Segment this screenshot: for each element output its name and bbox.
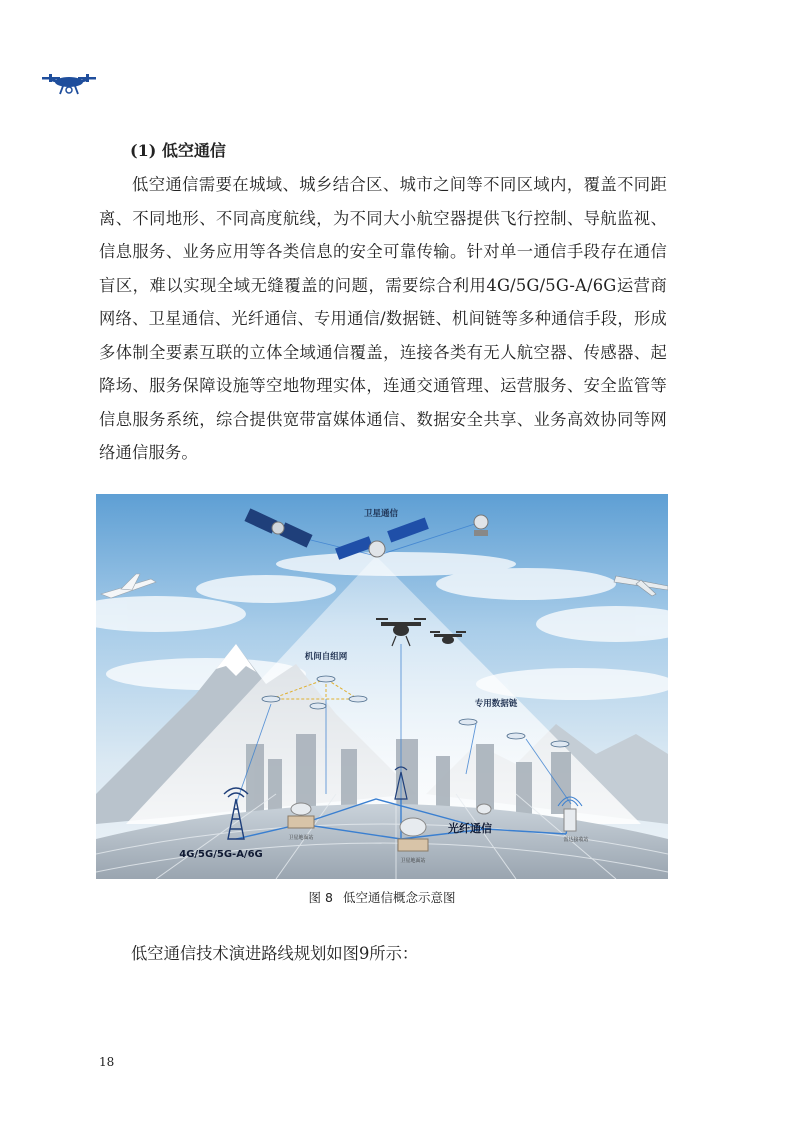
- page-number: 18: [99, 1055, 115, 1069]
- label-ground-station-1: 卫星地面站: [288, 835, 314, 841]
- mesh-drone-3-icon: [349, 696, 367, 702]
- label-datalink: 专用数据链: [474, 699, 518, 709]
- datalink-drone-3-icon: [551, 741, 569, 747]
- label-cellular: 4G/5G/5G-A/6G: [179, 849, 263, 860]
- label-fiber: 光纤通信: [448, 822, 492, 835]
- dish-icon: [477, 804, 491, 814]
- concept-figure: [96, 494, 668, 879]
- mesh-drone-2-icon: [317, 676, 335, 682]
- mesh-drone-4-icon: [310, 703, 326, 709]
- figure-caption-text: 低空通信概念示意图: [342, 890, 456, 905]
- label-mesh: 机间自组网: [304, 652, 348, 662]
- mesh-drone-1-icon: [262, 696, 280, 702]
- section-title: (1) 低空通信: [130, 141, 226, 160]
- label-satellite: 卫星通信: [363, 509, 399, 519]
- satellite-right-icon: [474, 515, 488, 536]
- datalink-drone-1-icon: [459, 719, 477, 725]
- label-radar-station: 雷达接收站: [563, 837, 589, 843]
- figure-caption-number: 图 8: [308, 890, 333, 905]
- closing-paragraph: 低空通信技术演进路线规划如图9所示：: [131, 944, 419, 963]
- drone-logo-icon: [40, 70, 98, 100]
- figure-caption: [96, 888, 668, 906]
- ground-station-1-icon: [288, 803, 314, 828]
- concept-figure-svg: [96, 494, 668, 879]
- datalink-drone-2-icon: [507, 733, 525, 739]
- body-paragraph: 低空通信需要在城域、城乡结合区、城市之间等不同区域内，覆盖不同距离、不同地形、不同高度航线，为不同大小航空器提供飞行控制、导航监视、信息服务、业务应用等各类信息的安全可靠传输。针对单一通信手段存在通信盲区，难以实现全域无缝覆盖的问题，需要综合利用4G/5G/5G-A/6G运营商网络、卫星通信、光纤通信、专用通信/数据链、机间链等多种通信手段，形成多体制全要素互联的立体全域通信覆盖，连接各类有无人航空器、传感器、起降场、服务保障设施等空地物理实体，连通交通管理、运营服务、安全监管等信息服务系统，综合提供宽带富媒体通信、数据安全共享、业务高效协同等网络通信服务。: [99, 175, 667, 462]
- label-ground-station-2: 卫星地面站: [400, 858, 426, 864]
